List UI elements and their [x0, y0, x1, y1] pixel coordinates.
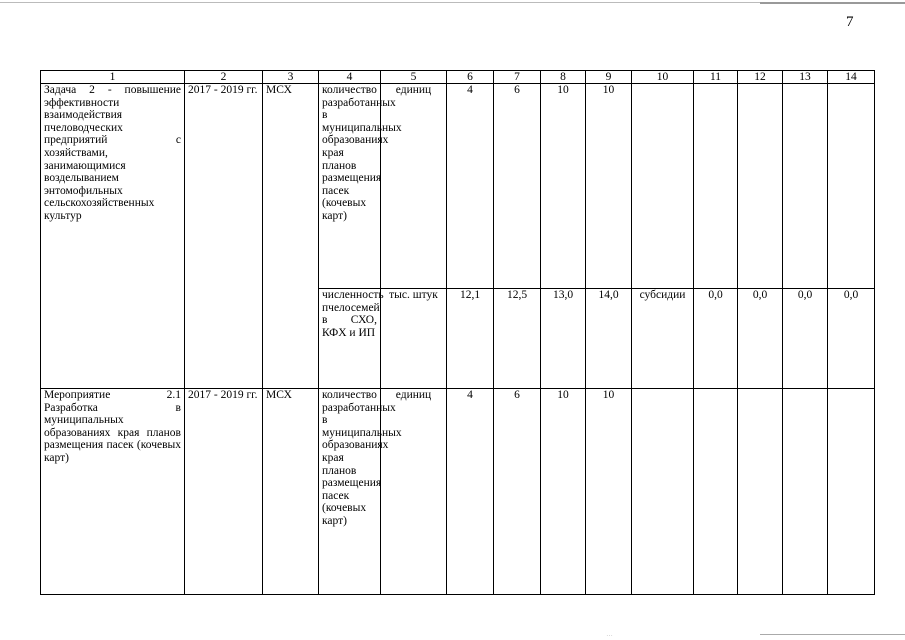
executor-cell: МСХ	[263, 389, 319, 595]
top-rule-accent	[760, 2, 905, 4]
indicator-cell: количество разработанных в муниципальных образованиях края планов размещения пасек (кочевых карт)	[319, 389, 381, 595]
unit-cell: единиц	[381, 84, 447, 289]
value-cell-11	[694, 84, 738, 289]
table-row	[41, 389, 875, 595]
col-header-4: 4	[319, 71, 381, 84]
col-header-2: 2	[185, 71, 263, 84]
value-cell-7: 6	[494, 389, 541, 595]
col-header-6: 6	[447, 71, 494, 84]
value-cell-6: 4	[447, 84, 494, 289]
value-cell-6: 4	[447, 389, 494, 595]
unit-cell: единиц	[381, 389, 447, 595]
col-header-8: 8	[541, 71, 586, 84]
executor-cell: МСХ	[263, 84, 319, 389]
value-cell-8: 10	[541, 389, 586, 595]
unit-cell: тыс. штук	[381, 289, 447, 389]
col-header-14: 14	[828, 71, 875, 84]
program-table	[40, 70, 875, 595]
col-header-1: 1	[41, 71, 185, 84]
value-cell-6: 12,1	[447, 289, 494, 389]
col-header-10: 10	[632, 71, 694, 84]
col-header-9: 9	[586, 71, 632, 84]
value-cell-11	[694, 389, 738, 595]
value-cell-12: 0,0	[738, 289, 783, 389]
period-cell: 2017 - 2019 гг.	[185, 84, 263, 389]
indicator-cell: численность пчелосемей в СХО, КФХ и ИП	[319, 289, 381, 389]
value-cell-14	[828, 84, 875, 289]
value-cell-8: 10	[541, 84, 586, 289]
value-cell-12	[738, 84, 783, 289]
value-cell-13	[783, 389, 828, 595]
value-cell-13	[783, 84, 828, 289]
header-row	[41, 71, 875, 84]
value-cell-9: 14,0	[586, 289, 632, 389]
value-cell-8: 13,0	[541, 289, 586, 389]
value-cell-10	[632, 389, 694, 595]
funding-source-cell: субсидии	[632, 289, 694, 389]
col-header-5: 5	[381, 71, 447, 84]
indicator-cell: количество разработанных в муниципальных образованиях края планов размещения пасек (кочевых карт)	[319, 84, 381, 289]
col-header-11: 11	[694, 71, 738, 84]
value-cell-14: 0,0	[828, 289, 875, 389]
value-cell-11: 0,0	[694, 289, 738, 389]
bottom-rule	[760, 634, 905, 635]
value-cell-12	[738, 389, 783, 595]
period-cell: 2017 - 2019 гг.	[185, 389, 263, 595]
col-header-13: 13	[783, 71, 828, 84]
task-cell: Задача 2 - повышение эффективности взаимодействия пчеловодческих предприятий с хозяйствами, занимающимися возделыванием энтомофильных сельскохозяйственных культур	[41, 84, 185, 389]
value-cell-9: 10	[586, 84, 632, 289]
task-cell: Мероприятие 2.1 Разработка в муниципальных образованиях края планов размещения пасек (кочевых карт)	[41, 389, 185, 595]
footer-faint-text: …	[606, 631, 613, 638]
value-cell-13: 0,0	[783, 289, 828, 389]
value-cell-9: 10	[586, 389, 632, 595]
value-cell-7: 6	[494, 84, 541, 289]
col-header-12: 12	[738, 71, 783, 84]
value-cell-7: 12,5	[494, 289, 541, 389]
value-cell-14	[828, 389, 875, 595]
page-number: 7	[846, 14, 854, 30]
table-row	[41, 84, 875, 289]
col-header-3: 3	[263, 71, 319, 84]
col-header-7: 7	[494, 71, 541, 84]
value-cell-10	[632, 84, 694, 289]
